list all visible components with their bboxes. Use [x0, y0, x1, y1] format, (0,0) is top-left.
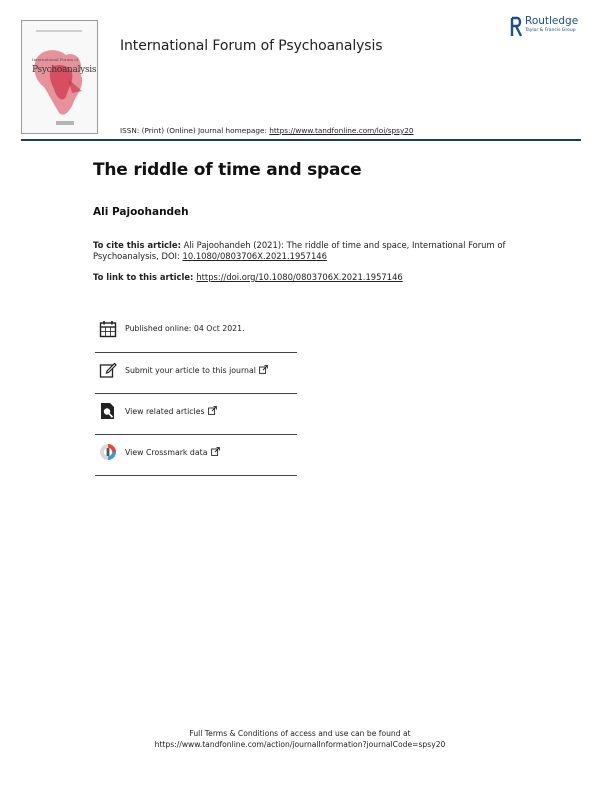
citation-block: [93, 240, 513, 262]
article-doi-url[interactable]: https://doi.org/10.1080/0803706X.2021.1957146: [196, 272, 403, 282]
journal-homepage-link[interactable]: https://www.tandfonline.com/loi/spsy20: [269, 126, 414, 135]
cover-splash-graphic: [22, 21, 97, 133]
edit-icon: [99, 361, 117, 379]
journal-cover-image: [21, 20, 98, 134]
published-online-text: Published online: 04 Oct 2021.: [125, 324, 245, 333]
doi-link[interactable]: 10.1080/0803706X.2021.1957146: [182, 251, 327, 261]
publisher-tagline: Taylor & Francis Group: [525, 28, 576, 33]
crossmark-text: View Crossmark data: [125, 447, 220, 457]
article-author: Ali Pajoohandeh: [93, 206, 189, 218]
article-links-list: [95, 312, 297, 476]
published-online-row: [95, 312, 297, 352]
terms-text: Full Terms & Conditions of access and use can be found at: [189, 729, 411, 738]
terms-footer: [0, 728, 600, 750]
issn-line: [120, 126, 414, 135]
cover-small-title: International Forum of: [32, 57, 79, 62]
external-link-icon: [211, 447, 220, 456]
article-title: The riddle of time and space: [93, 160, 362, 180]
publisher-logo: [510, 15, 590, 41]
calendar-icon: [99, 320, 117, 338]
issn-text: ISSN: (Print) (Online) Journal homepage:: [120, 126, 270, 135]
cover-publisher-logo: [56, 121, 74, 125]
publisher-name: Routledge: [525, 15, 579, 27]
submit-article-text: Submit your article to this journal: [125, 365, 268, 375]
header-divider: [21, 139, 581, 141]
terms-url[interactable]: https://www.tandfonline.com/action/journalInformation?journalCode=spsy20: [154, 740, 446, 749]
citation-text: Ali Pajoohandeh (2021): The riddle of time and space, International Forum of Psychoanalysis, DOI:: [93, 240, 506, 261]
external-link-icon: [208, 406, 217, 415]
cover-title: Psychoanalysis: [32, 65, 97, 75]
cover-top-band: [36, 30, 82, 32]
journal-name: International Forum of Psychoanalysis: [120, 38, 383, 54]
citation-label: To cite this article:: [93, 240, 181, 250]
submit-article-link[interactable]: [95, 353, 297, 393]
crossmark-icon: [99, 443, 117, 461]
related-articles-text: View related articles: [125, 406, 217, 416]
related-articles-link[interactable]: [95, 394, 297, 434]
routledge-r-icon: [510, 16, 522, 38]
crossmark-link[interactable]: [95, 435, 297, 475]
divider: [95, 475, 297, 476]
search-document-icon: [99, 402, 117, 420]
link-label: To link to this article:: [93, 272, 197, 282]
article-link-line: [93, 272, 403, 282]
external-link-icon: [259, 365, 268, 374]
